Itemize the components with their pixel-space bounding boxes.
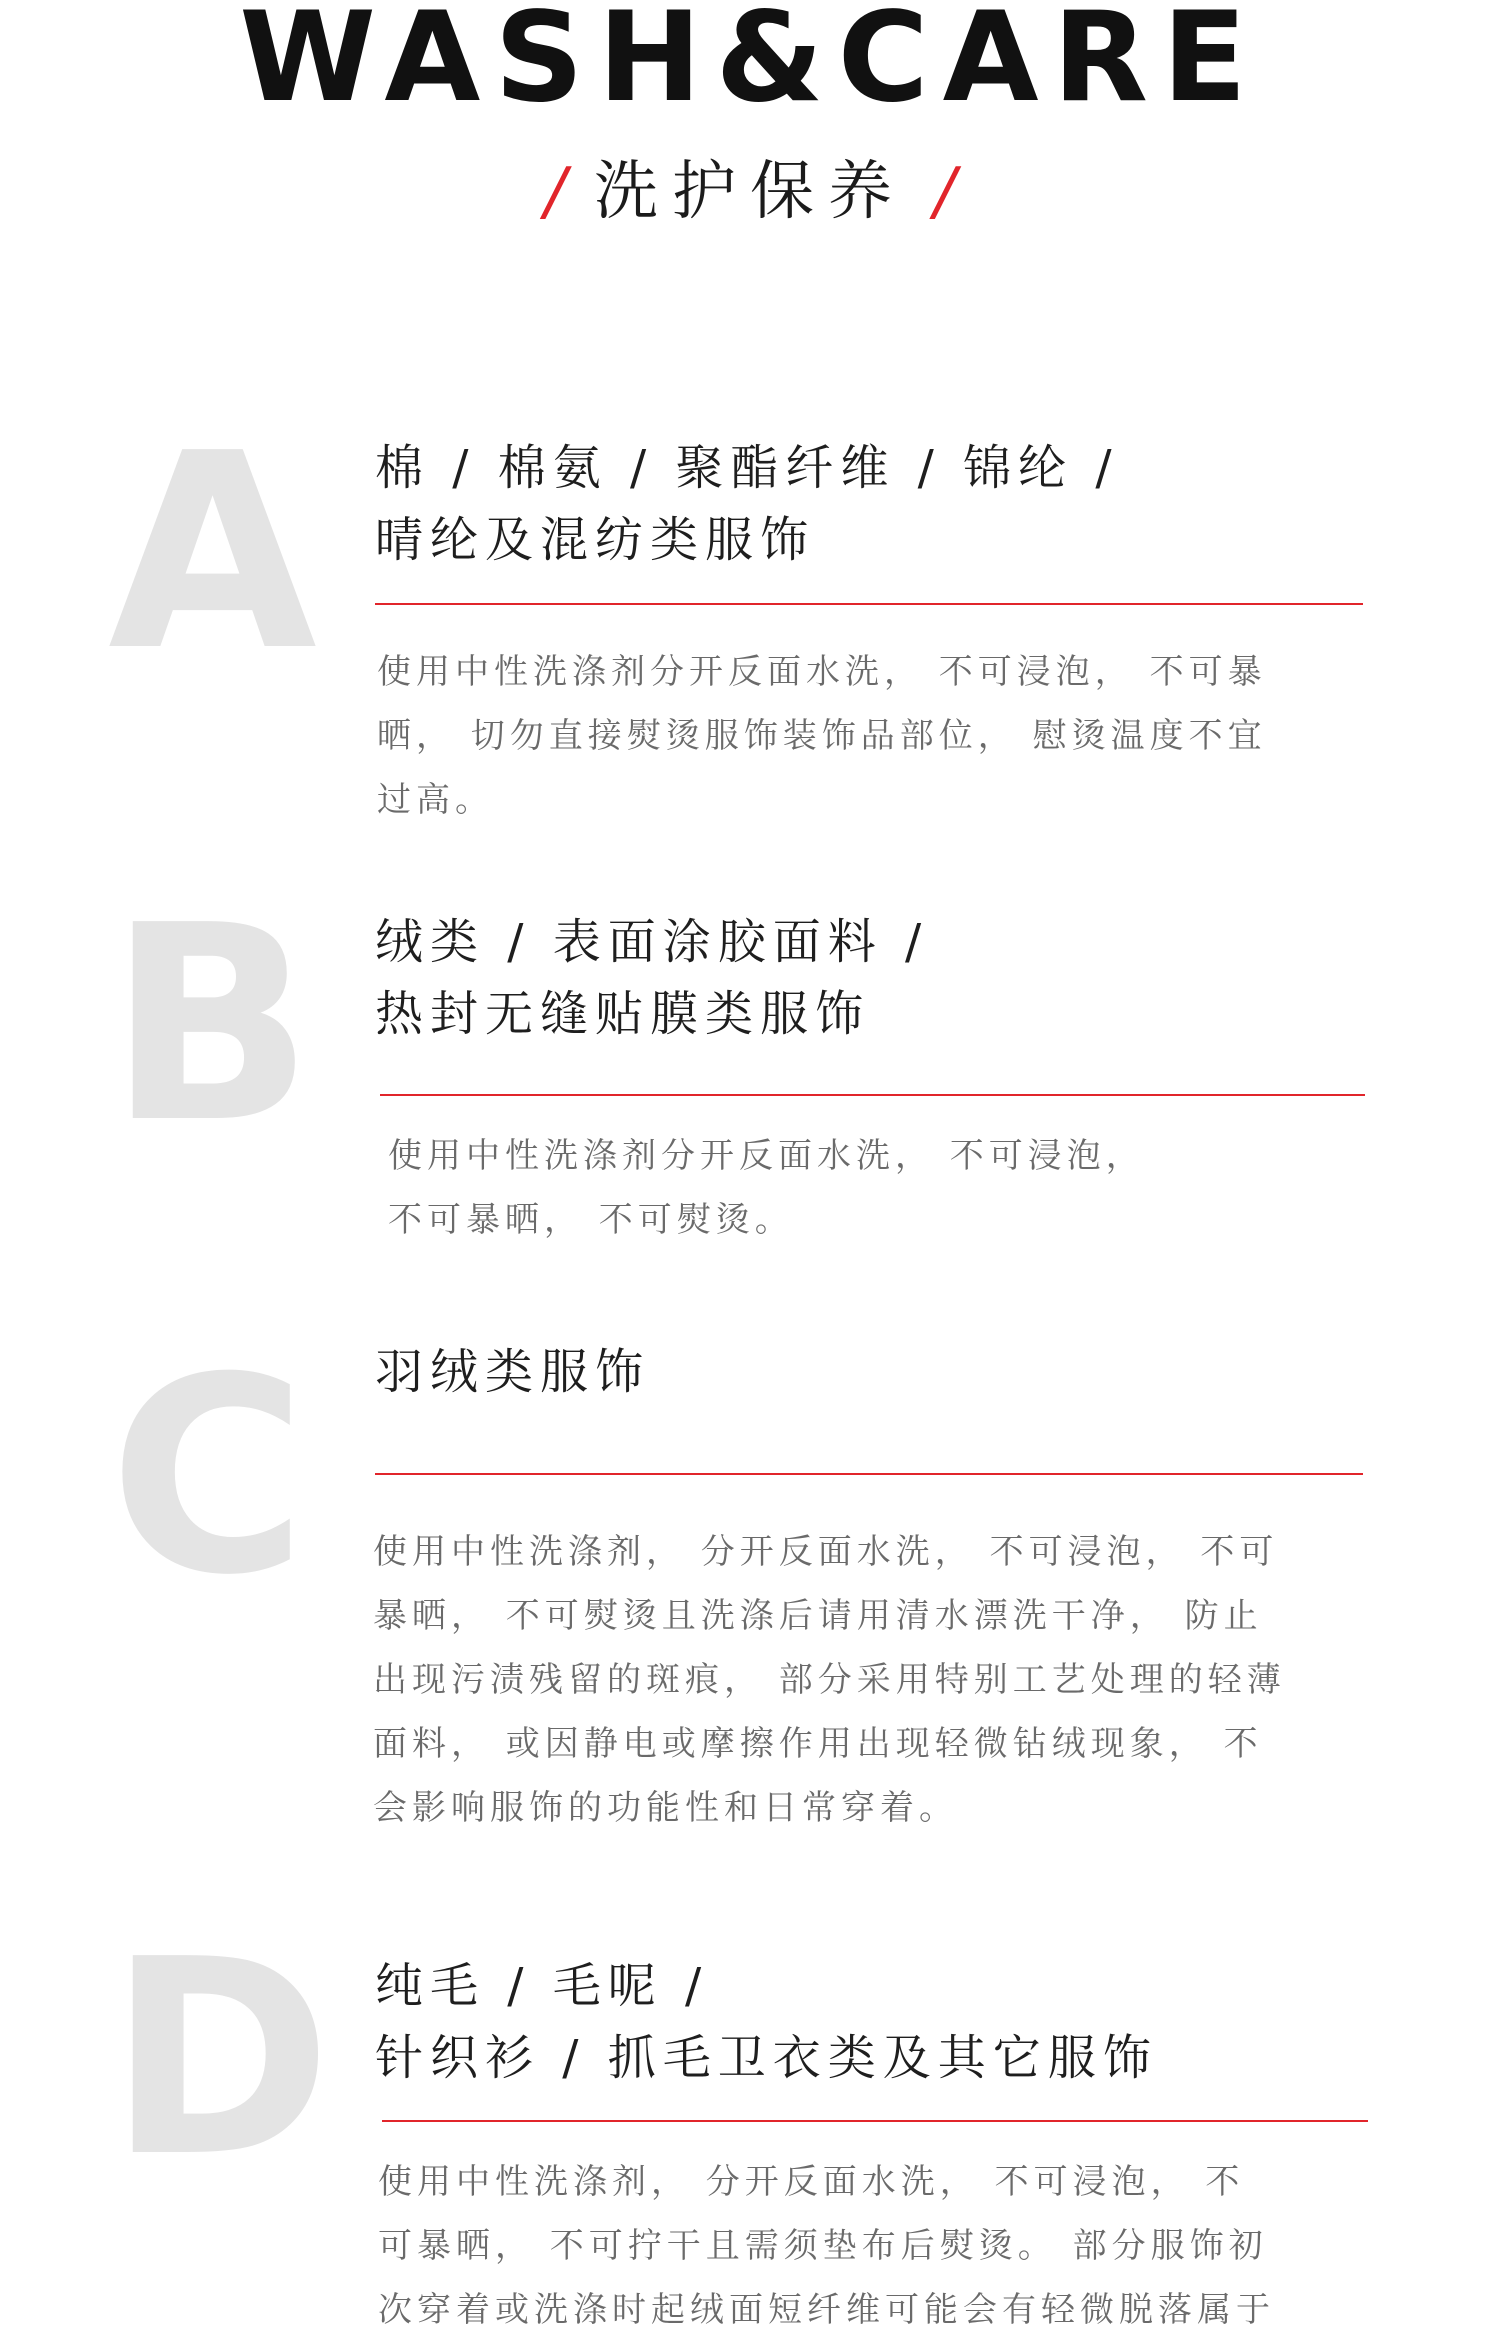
- body-line: 使用中性洗涤剂分开反面水洗， 不可浸泡，: [388, 1136, 1145, 1176]
- section-body-d: [378, 2150, 1275, 2342]
- section-heading-c: [375, 1336, 1375, 1408]
- section-letter-d: D: [108, 1901, 333, 2216]
- body-line: 次穿着或洗涤时起绒面短纤维可能会有轻微脱落属于: [378, 2290, 1275, 2330]
- section-heading-b: [375, 906, 1375, 1050]
- subtitle-slash-left: /: [544, 155, 566, 229]
- section-body-b: [388, 1124, 1145, 1252]
- section-divider-a: [375, 603, 1363, 605]
- heading-line: 热封无缝贴膜类服饰: [375, 986, 871, 1042]
- body-line: 暴晒， 不可熨烫且洗涤后请用清水漂洗干净， 防止: [373, 1596, 1263, 1636]
- heading-line: 羽绒类服饰: [375, 1344, 651, 1400]
- page-title: WASH&CARE: [239, 0, 1261, 130]
- section-letter-b: B: [108, 867, 314, 1182]
- section-heading-d: [375, 1950, 1375, 2094]
- section-divider-c: [375, 1473, 1363, 1475]
- body-line: 可暴晒， 不可拧干且需须垫布后熨烫。 部分服饰初: [378, 2226, 1268, 2266]
- section-body-c: [373, 1520, 1286, 1840]
- section-divider-b: [380, 1094, 1365, 1096]
- heading-line: 晴纶及混纺类服饰: [375, 512, 816, 568]
- heading-line: 纯毛 / 毛呢 /: [375, 1958, 709, 2014]
- body-line: 使用中性洗涤剂， 分开反面水洗， 不可浸泡， 不: [378, 2162, 1245, 2202]
- body-line: 面料， 或因静电或摩擦作用出现轻微钻绒现象， 不: [373, 1724, 1263, 1764]
- section-divider-d: [382, 2120, 1368, 2122]
- section-letter-c: C: [108, 1319, 308, 1634]
- page-subtitle: [0, 150, 1500, 234]
- body-line: 使用中性洗涤剂， 分开反面水洗， 不可浸泡， 不可: [373, 1532, 1279, 1572]
- subtitle-text: 洗护保养: [594, 155, 906, 229]
- heading-line: 针织衫 / 抓毛卫衣类及其它服饰: [375, 2030, 1158, 2086]
- heading-line: 棉 / 棉氨 / 聚酯纤维 / 锦纶 /: [375, 440, 1119, 496]
- body-line: 过高。: [377, 780, 494, 820]
- body-line: 不可暴晒， 不可熨烫。: [388, 1200, 794, 1240]
- body-line: 会影响服饰的功能性和日常穿着。: [373, 1788, 958, 1828]
- section-letter-a: A: [108, 395, 317, 710]
- subtitle-slash-right: /: [934, 155, 956, 229]
- body-line: 出现污渍残留的斑痕， 部分采用特别工艺处理的轻薄: [373, 1660, 1286, 1700]
- section-body-a: [377, 640, 1267, 832]
- body-line: 使用中性洗涤剂分开反面水洗， 不可浸泡， 不可暴: [377, 652, 1267, 692]
- section-heading-a: [375, 432, 1375, 576]
- body-line: 晒， 切勿直接熨烫服饰装饰品部位， 慰烫温度不宜: [377, 716, 1267, 756]
- page-header: [0, 0, 1500, 260]
- heading-line: 绒类 / 表面涂胶面料 /: [375, 914, 929, 970]
